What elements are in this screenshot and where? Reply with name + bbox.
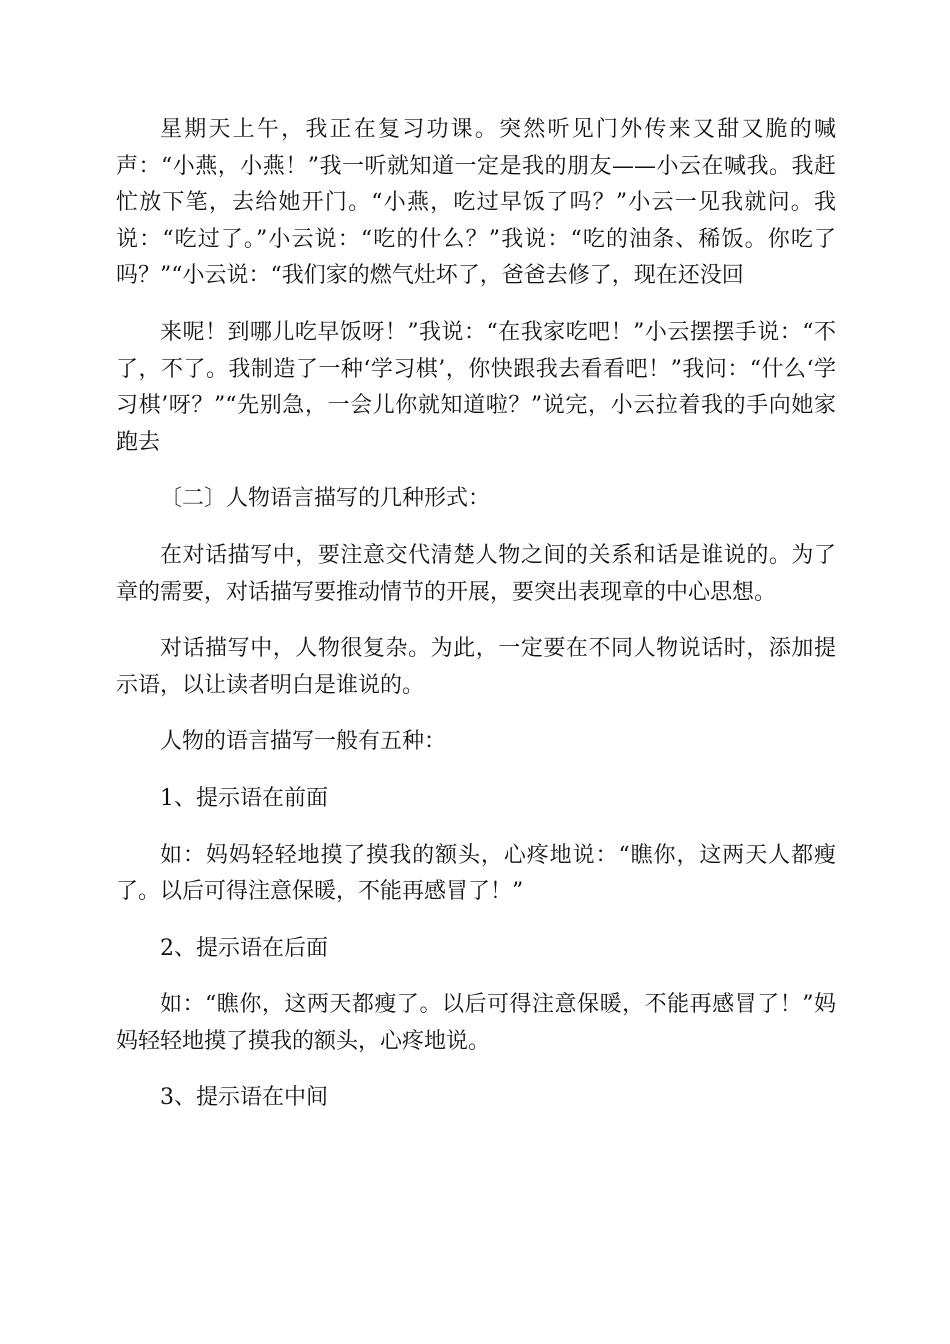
- paragraph-five-types-intro: 人物的语言描写一般有五种：: [160, 729, 447, 755]
- example-prompt-front: 如：妈妈轻轻地摸了摸我的额头，心疼地说：“瞧你，这两天人都瘦了。以后可得注意保暖，不能再感冒了！”: [116, 842, 836, 905]
- paragraph-dialogue-opening: 星期天上午，我正在复习功课。突然听见门外传来又甜又脆的喊声：“小燕，小燕！”我一听就知道一定是我的朋友——小云在喊我。我赶忙放下笔，去给她开门。“小燕，吃过早饭了吗？”小云一见我就问。我说：“吃过了。”小云说：“吃的什么？”我说：“吃的油条、稀饭。你吃了吗？”“小云说：“我们家的燃气灶坏了，爸爸去修了，现在还没回: [116, 117, 836, 289]
- paragraph-dialogue-guidance: 在对话描写中，要注意交代清楚人物之间的关系和话是谁说的。为了章的需要，对话描写要推动情节的开展，要突出表现章的中心思想。: [116, 542, 836, 605]
- list-item-prompt-front: 1、提示语在前面: [160, 785, 328, 811]
- document-body: [116, 112, 836, 1137]
- section-heading-language-forms: 〔二〕人物语言描写的几种形式：: [160, 486, 491, 512]
- paragraph-dialogue-continued: 来呢！到哪儿吃早饭呀！”我说：“在我家吃吧！”小云摆摆手说：“不了，不了。我制造了一种‘学习棋’，你快跟我去看看吧！”我问：“什么‘学习棋’呀？”“先别急，一会儿你就知道啦？”说完，小云拉着我的手向她家跑去: [116, 319, 836, 455]
- paragraph-speaker-hints: 对话描写中，人物很复杂。为此，一定要在不同人物说话时，添加提示语，以让读者明白是谁说的。: [116, 636, 836, 698]
- list-item-prompt-after: 2、提示语在后面: [160, 935, 328, 961]
- example-prompt-after: 如：“瞧你，这两天都瘦了。以后可得注意保暖，不能再感冒了！”妈妈轻轻地摸了摸我的额头，心疼地说。: [116, 992, 836, 1054]
- list-item-prompt-middle: 3、提示语在中间: [160, 1085, 328, 1111]
